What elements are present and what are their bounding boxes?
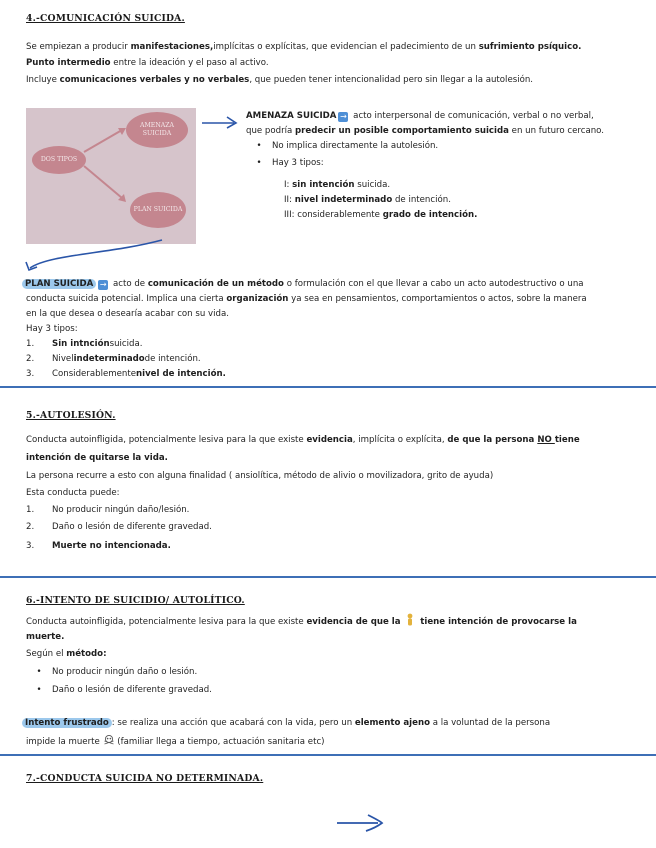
plan-item-3: 3. Considerablemente nivel de intención.: [26, 369, 226, 379]
amenaza-label: AMENAZA SUICIDA: [246, 111, 337, 121]
s4-paragraph-2: Punto intermedio entre la ideación y el paso al activo.: [26, 58, 269, 68]
s6-paragraph-1: Conducta autoinfligida, potencialmente lesiva para la que existe evidencia de que la tiene intención de provocarse la: [26, 613, 577, 629]
s6-frustrated-line-1: Intento frustrado : se realiza una acción que acabará con la vida, pero un elemento ajeno a la voluntad de la persona: [22, 716, 550, 730]
intento-frustrado-label: Intento frustrado: [22, 718, 112, 728]
s6-frustrated-line-2: impide la muerte (familiar llega a tiempo, actuación sanitaria etc): [26, 734, 325, 749]
s5-item-1: 1. No producir ningún daño/lesión.: [26, 505, 190, 515]
s6-bullet-1: • No producir ningún daño o lesión.: [26, 665, 197, 679]
s5-paragraph-4: Esta conducta puede:: [26, 488, 120, 498]
s6-paragraph-3: Según el método:: [26, 649, 107, 659]
skull-icon: [103, 734, 115, 746]
section-5-title: 5.-AUTOLESIÓN.: [26, 410, 116, 421]
section-4-title: 4.-COMUNICACIÓN SUICIDA.: [26, 13, 185, 24]
bullet-icon: •: [256, 141, 262, 151]
bullet-icon: •: [36, 667, 42, 677]
s6-paragraph-2: muerte.: [26, 632, 65, 642]
amenaza-bullet-1: • No implica directamente la autolesión.: [246, 139, 438, 153]
plan-line-1: PLAN SUICIDA → acto de comunicación de un método o formulación con el que llevar a cabo un acto autodestructivo o una: [22, 277, 584, 291]
bullet-icon: •: [36, 685, 42, 695]
section-6-title: 6.-INTENTO DE SUICIDIO/ AUTOLÍTICO.: [26, 595, 245, 606]
amenaza-type-3: III: considerablemente grado de intención.: [284, 210, 478, 220]
arrow-box-icon: →: [340, 112, 347, 121]
s5-item-3: 3. Muerte no intencionada.: [26, 541, 171, 551]
plan-item-2: 2. Nivel indeterminado de intención.: [26, 354, 201, 364]
plan-item-1: 1. Sin intnción suicida.: [26, 339, 143, 349]
bullet-icon: •: [256, 158, 262, 168]
diagram-top-node: AMENAZA SUICIDA: [126, 112, 188, 148]
person-icon: [405, 613, 415, 626]
s4-paragraph-1: Se empiezan a producir manifestaciones,implícitas o explícitas, que evidencian el padecimiento de un sufrimiento psíquico.: [26, 42, 582, 52]
section-divider: [0, 754, 656, 756]
plan-line-3: en la que desea o desearía acabar con su vida.: [26, 309, 229, 319]
plan-label: PLAN SUICIDA: [22, 279, 96, 289]
s6-bullet-2: • Daño o lesión de diferente gravedad.: [26, 683, 212, 697]
section-divider: [0, 576, 656, 578]
s5-paragraph-3: La persona recurre a esto con alguna finalidad ( ansiolítica, método de alivio o movilizadora, grito de ayuda): [26, 471, 494, 481]
s5-paragraph-1: Conducta autoinfligida, potencialmente lesiva para la que existe evidencia, implícita o explícita, de que la persona NO tiene: [26, 435, 580, 445]
s5-item-2: 2. Daño o lesión de diferente gravedad.: [26, 522, 212, 532]
s5-paragraph-2: intención de quitarse la vida.: [26, 453, 168, 463]
plan-line-2: conducta suicida potencial. Implica una cierta organización ya sea en pensamientos, comportamientos o actos, sobre la manera: [26, 294, 587, 304]
s4-paragraph-3: Incluye comunicaciones verbales y no verbales, que pueden tener intencionalidad pero sin llegar a la autolesión.: [26, 75, 534, 85]
section-7-title: 7.-CONDUCTA SUICIDA NO DETERMINADA.: [26, 773, 264, 784]
diagram-center-node: DOS TIPOS: [32, 146, 86, 174]
section-divider: [0, 386, 656, 388]
amenaza-type-2: II: nivel indeterminado de intención.: [284, 195, 451, 205]
amenaza-bullet-2: • Hay 3 tipos:: [246, 156, 324, 170]
curved-arrow-icon: [20, 236, 170, 278]
amenaza-line-1: AMENAZA SUICIDA → acto interpersonal de comunicación, verbal o no verbal,: [246, 111, 594, 121]
diagram-bottom-node: PLAN SUICIDA: [130, 192, 186, 228]
amenaza-type-1: I: sin intención suicida.: [284, 180, 391, 190]
arrow-box-icon: →: [99, 280, 107, 289]
plan-types-label: Hay 3 tipos:: [26, 324, 78, 334]
right-arrow-icon: [200, 114, 240, 130]
amenaza-line-2: que podría predecir un posible comportamiento suicida en un futuro cercano.: [246, 126, 604, 136]
two-types-diagram: [26, 108, 196, 244]
hand-drawn-arrow-icon: [334, 810, 386, 834]
